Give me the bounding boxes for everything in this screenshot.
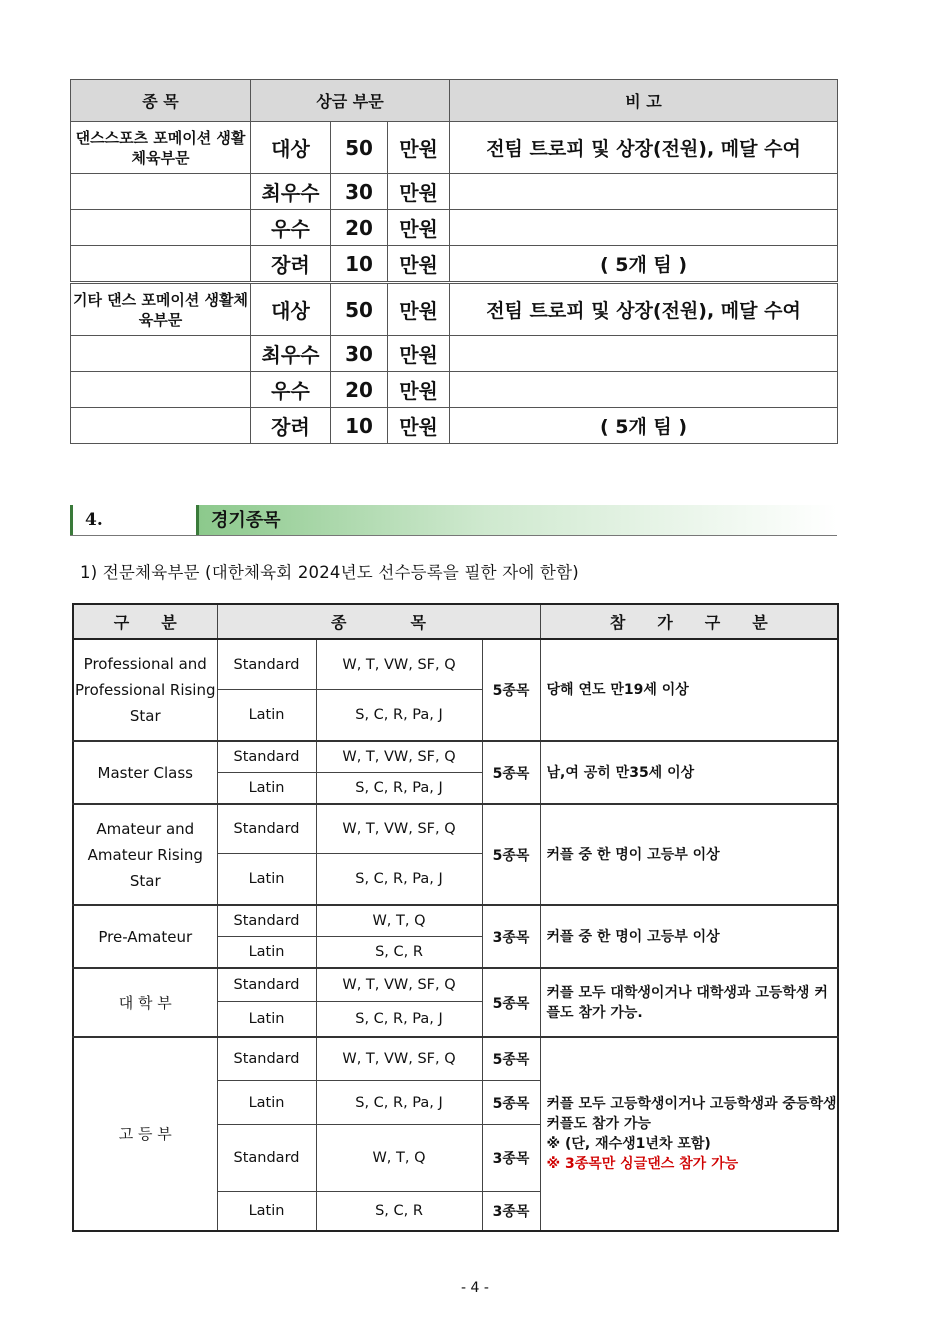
sub-heading: 1) 전문체육부문 (대한체육회 2024년도 선수등록을 필한 자에 한함): [80, 563, 579, 582]
prize-note: [450, 174, 838, 210]
dances-cell: W, T, VW, SF, Q: [316, 639, 482, 690]
count-cell: 5종목: [482, 741, 540, 804]
prize-row: [71, 408, 838, 444]
count-cell: 5종목: [482, 968, 540, 1037]
prize-category-empty: [71, 372, 251, 408]
prize-amount: 10: [331, 246, 388, 283]
prize-header-row: [71, 80, 838, 122]
dances-cell: S, C, R, Pa, J: [316, 773, 482, 805]
dances-cell: W, T, Q: [316, 905, 482, 937]
prize-note: [450, 372, 838, 408]
table-row: [73, 905, 838, 937]
dances-cell: W, T, Q: [316, 1125, 482, 1192]
prize-amount: 30: [331, 336, 388, 372]
prize-unit: 만원: [388, 283, 450, 336]
style-cell: Standard: [217, 968, 316, 1002]
header-event: 종 목: [71, 80, 251, 122]
prize-amount: 10: [331, 408, 388, 444]
count-cell: 5종목: [482, 1037, 540, 1081]
division-cell: Professional and Professional Rising Star: [73, 639, 217, 741]
table-row: [73, 804, 838, 854]
prize-note: 전팀 트로피 및 상장(전원), 메달 수여: [450, 283, 838, 336]
prize-note: [450, 210, 838, 246]
style-cell: Standard: [217, 804, 316, 854]
eligibility-cell: [540, 1037, 838, 1231]
eligibility-cell: 커플 모두 대학생이거나 대학생과 고등학생 커플도 참가 가능.: [540, 968, 838, 1037]
dances-cell: S, C, R, Pa, J: [316, 1081, 482, 1125]
count-cell: 3종목: [482, 905, 540, 968]
events-header-row: [73, 604, 838, 639]
prize-row: [71, 210, 838, 246]
prize-unit: 만원: [388, 372, 450, 408]
prize-rank: 대상: [251, 283, 331, 336]
eligibility-cell: 당해 연도 만19세 이상: [540, 639, 838, 741]
division-cell: 고 등 부: [73, 1037, 217, 1231]
prize-rank: 장려: [251, 246, 331, 283]
table-row: [73, 741, 838, 773]
dances-cell: W, T, VW, SF, Q: [316, 1037, 482, 1081]
dances-cell: S, C, R, Pa, J: [316, 854, 482, 906]
prize-category: 댄스스포츠 포메이션 생활체육부문: [71, 122, 251, 174]
section-underline: [70, 535, 837, 536]
style-cell: Standard: [217, 741, 316, 773]
prize-row: [71, 283, 838, 336]
style-cell: Standard: [217, 1037, 316, 1081]
prize-row: [71, 336, 838, 372]
count-cell: 5종목: [482, 1081, 540, 1125]
prize-note: [450, 336, 838, 372]
table-row: [73, 639, 838, 690]
prize-unit: 만원: [388, 246, 450, 283]
prize-note: ( 5개 팀 ): [450, 408, 838, 444]
prize-category-empty: [71, 210, 251, 246]
prize-row: [71, 122, 838, 174]
style-cell: Latin: [217, 1081, 316, 1125]
style-cell: Latin: [217, 854, 316, 906]
eligibility-line: 커플 모두 고등학생이거나 고등학생과 중등학생 커플도 참가 가능: [546, 1096, 837, 1132]
dances-cell: S, C, R: [316, 1192, 482, 1232]
prize-note: ( 5개 팀 ): [450, 246, 838, 283]
header-note: 비 고: [450, 80, 838, 122]
prize-rank: 우수: [251, 210, 331, 246]
prize-amount: 50: [331, 283, 388, 336]
prize-row: [71, 246, 838, 283]
table-row: [73, 1037, 838, 1081]
prize-category-empty: [71, 174, 251, 210]
prize-amount: 20: [331, 372, 388, 408]
header-events: 종 목: [217, 604, 540, 639]
count-cell: 3종목: [482, 1125, 540, 1192]
eligibility-highlight: ※ 3종목만 싱글댄스 참가 가능: [546, 1156, 739, 1172]
prize-note: 전팀 트로피 및 상장(전원), 메달 수여: [450, 122, 838, 174]
prize-category: 기타 댄스 포메이션 생활체육부문: [71, 283, 251, 336]
dances-cell: W, T, VW, SF, Q: [316, 741, 482, 773]
style-cell: Latin: [217, 1192, 316, 1232]
eligibility-cell: 커플 중 한 명이 고등부 이상: [540, 905, 838, 968]
count-cell: 5종목: [482, 804, 540, 905]
prize-amount: 20: [331, 210, 388, 246]
division-cell: Pre-Amateur: [73, 905, 217, 968]
prize-rank: 우수: [251, 372, 331, 408]
prize-row: [71, 372, 838, 408]
page-number: - 4 -: [461, 1280, 489, 1296]
eligibility-cell: 남,여 공히 만35세 이상: [540, 741, 838, 804]
prize-category-empty: [71, 336, 251, 372]
table-row: [73, 968, 838, 1002]
prize-unit: 만원: [388, 174, 450, 210]
style-cell: Latin: [217, 773, 316, 805]
prize-row: [71, 174, 838, 210]
header-prize: 상금 부문: [251, 80, 450, 122]
prize-unit: 만원: [388, 210, 450, 246]
events-table: [72, 603, 839, 1232]
eligibility-cell: 커플 중 한 명이 고등부 이상: [540, 804, 838, 905]
prize-unit: 만원: [388, 336, 450, 372]
prize-amount: 30: [331, 174, 388, 210]
style-cell: Standard: [217, 639, 316, 690]
count-cell: 5종목: [482, 639, 540, 741]
prize-rank: 장려: [251, 408, 331, 444]
division-cell: 대 학 부: [73, 968, 217, 1037]
dances-cell: W, T, VW, SF, Q: [316, 968, 482, 1002]
style-cell: Latin: [217, 937, 316, 969]
style-cell: Standard: [217, 905, 316, 937]
prize-rank: 최우수: [251, 336, 331, 372]
style-cell: Standard: [217, 1125, 316, 1192]
section-number: 4.: [70, 505, 124, 536]
section-title-text: 경기종목: [196, 505, 837, 536]
style-cell: Latin: [217, 690, 316, 742]
dances-cell: W, T, VW, SF, Q: [316, 804, 482, 854]
prize-unit: 만원: [388, 122, 450, 174]
count-cell: 3종목: [482, 1192, 540, 1232]
prize-unit: 만원: [388, 408, 450, 444]
prize-amount: 50: [331, 122, 388, 174]
header-eligibility: 참 가 구 분: [540, 604, 838, 639]
prize-table: [70, 79, 838, 444]
prize-rank: 최우수: [251, 174, 331, 210]
prize-category-empty: [71, 246, 251, 283]
eligibility-line: ※ (단, 재수생1년차 포함): [546, 1136, 711, 1152]
prize-category-empty: [71, 408, 251, 444]
dances-cell: S, C, R, Pa, J: [316, 690, 482, 742]
dances-cell: S, C, R: [316, 937, 482, 969]
style-cell: Latin: [217, 1002, 316, 1038]
division-cell: Master Class: [73, 741, 217, 804]
prize-rank: 대상: [251, 122, 331, 174]
division-cell: Amateur and Amateur Rising Star: [73, 804, 217, 905]
header-division: 구 분: [73, 604, 217, 639]
dances-cell: S, C, R, Pa, J: [316, 1002, 482, 1038]
section-title: [70, 503, 837, 536]
